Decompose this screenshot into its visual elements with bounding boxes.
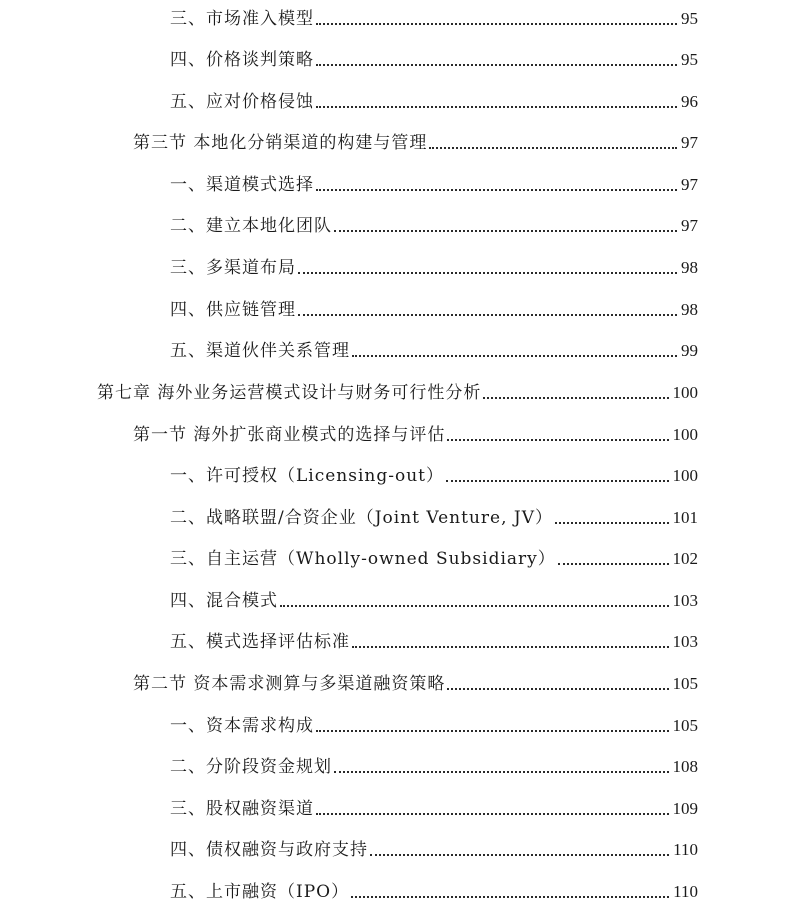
toc-entry-page: 101 xyxy=(672,508,698,527)
toc-entry[interactable] xyxy=(170,875,698,903)
toc-entry[interactable] xyxy=(170,43,698,71)
toc-entry[interactable] xyxy=(97,376,698,404)
dot-leader xyxy=(429,147,677,149)
dot-leader xyxy=(316,189,677,191)
toc-entry-title: 四、价格谈判策略 xyxy=(170,50,314,70)
toc-entry-title: 四、混合模式 xyxy=(170,591,278,611)
dot-leader xyxy=(316,23,677,25)
toc-entry-page: 102 xyxy=(672,549,698,568)
toc-entry-page: 100 xyxy=(672,383,698,402)
toc-entry-title: 第二节 资本需求测算与多渠道融资策略 xyxy=(133,674,446,694)
dot-leader xyxy=(316,730,669,732)
toc-entry[interactable] xyxy=(170,833,698,861)
toc-entry-title: 一、许可授权（Licensing-out） xyxy=(170,466,445,486)
dot-leader xyxy=(351,896,669,898)
toc-entry[interactable] xyxy=(170,334,698,362)
toc-entry-page: 98 xyxy=(681,258,698,277)
toc-entry-page: 97 xyxy=(681,133,698,152)
toc-entry[interactable] xyxy=(170,85,698,113)
toc-entry-title: 第一节 海外扩张商业模式的选择与评估 xyxy=(133,425,446,445)
toc-entry-title: 五、模式选择评估标准 xyxy=(170,632,350,652)
toc-entry-page: 109 xyxy=(672,799,698,818)
toc-entry[interactable] xyxy=(170,459,698,487)
toc-entry-title: 四、供应链管理 xyxy=(170,300,296,320)
toc-entry-title: 三、市场准入模型 xyxy=(170,9,314,29)
toc-entry[interactable] xyxy=(170,584,698,612)
dot-leader xyxy=(558,563,669,565)
toc-entry-page: 103 xyxy=(672,591,698,610)
dot-leader xyxy=(316,813,669,815)
toc-entry-title: 一、渠道模式选择 xyxy=(170,175,314,195)
toc-entry[interactable] xyxy=(170,168,698,196)
toc-entry[interactable] xyxy=(170,501,698,529)
toc-entry-title: 三、自主运营（Wholly-owned Subsidiary） xyxy=(170,549,556,569)
dot-leader xyxy=(316,64,677,66)
toc-entry-title: 五、上市融资（IPO） xyxy=(170,882,350,902)
toc-entry-title: 二、分阶段资金规划 xyxy=(170,757,332,777)
toc-entry-page: 96 xyxy=(681,92,698,111)
dot-leader xyxy=(298,272,677,274)
toc-entry-page: 100 xyxy=(672,425,698,444)
toc-entry-page: 110 xyxy=(673,840,698,859)
dot-leader xyxy=(370,854,669,856)
toc-entry[interactable] xyxy=(170,293,698,321)
toc-entry-title: 三、股权融资渠道 xyxy=(170,799,314,819)
toc-entry-title: 四、债权融资与政府支持 xyxy=(170,840,368,860)
toc-entry-title: 五、应对价格侵蚀 xyxy=(170,92,314,112)
toc-entry-title: 第七章 海外业务运营模式设计与财务可行性分析 xyxy=(97,383,482,403)
toc-entry[interactable] xyxy=(170,251,698,279)
toc-entry-title: 一、资本需求构成 xyxy=(170,716,314,736)
toc-entry[interactable] xyxy=(170,209,698,237)
toc-entry[interactable] xyxy=(133,126,698,154)
toc-entry[interactable] xyxy=(133,418,698,446)
toc-entry-page: 103 xyxy=(672,632,698,651)
toc-entry-title: 五、渠道伙伴关系管理 xyxy=(170,341,350,361)
toc-entry[interactable] xyxy=(170,542,698,570)
toc-entry-title: 二、战略联盟/合资企业（Joint Venture, JV） xyxy=(170,508,553,528)
toc-entry[interactable] xyxy=(133,667,698,695)
toc-entry-page: 95 xyxy=(681,50,698,69)
toc-entry[interactable] xyxy=(170,709,698,737)
toc-entry-page: 105 xyxy=(672,674,698,693)
dot-leader xyxy=(352,355,677,357)
dot-leader xyxy=(447,439,668,441)
toc-entry-page: 97 xyxy=(681,216,698,235)
toc-entry-page: 105 xyxy=(672,716,698,735)
toc-entry[interactable] xyxy=(170,625,698,653)
toc-entry-page: 108 xyxy=(672,757,698,776)
toc-entry[interactable] xyxy=(170,792,698,820)
toc-entry-title: 第三节 本地化分销渠道的构建与管理 xyxy=(133,133,428,153)
toc-entry-title: 三、多渠道布局 xyxy=(170,258,296,278)
dot-leader xyxy=(334,771,669,773)
toc-entry-page: 100 xyxy=(672,466,698,485)
dot-leader xyxy=(447,688,668,690)
toc-entry-page: 98 xyxy=(681,300,698,319)
dot-leader xyxy=(298,314,677,316)
dot-leader xyxy=(483,397,668,399)
toc-entry[interactable] xyxy=(170,2,698,30)
dot-leader xyxy=(352,646,669,648)
dot-leader xyxy=(280,605,669,607)
dot-leader xyxy=(555,522,669,524)
toc-entry-page: 95 xyxy=(681,9,698,28)
dot-leader xyxy=(316,106,677,108)
dot-leader xyxy=(446,480,668,482)
toc-entry-title: 二、建立本地化团队 xyxy=(170,216,332,236)
dot-leader xyxy=(334,230,677,232)
toc-entry-page: 97 xyxy=(681,175,698,194)
toc-entry-page: 99 xyxy=(681,341,698,360)
toc-entry[interactable] xyxy=(170,750,698,778)
toc-entry-page: 110 xyxy=(673,882,698,901)
